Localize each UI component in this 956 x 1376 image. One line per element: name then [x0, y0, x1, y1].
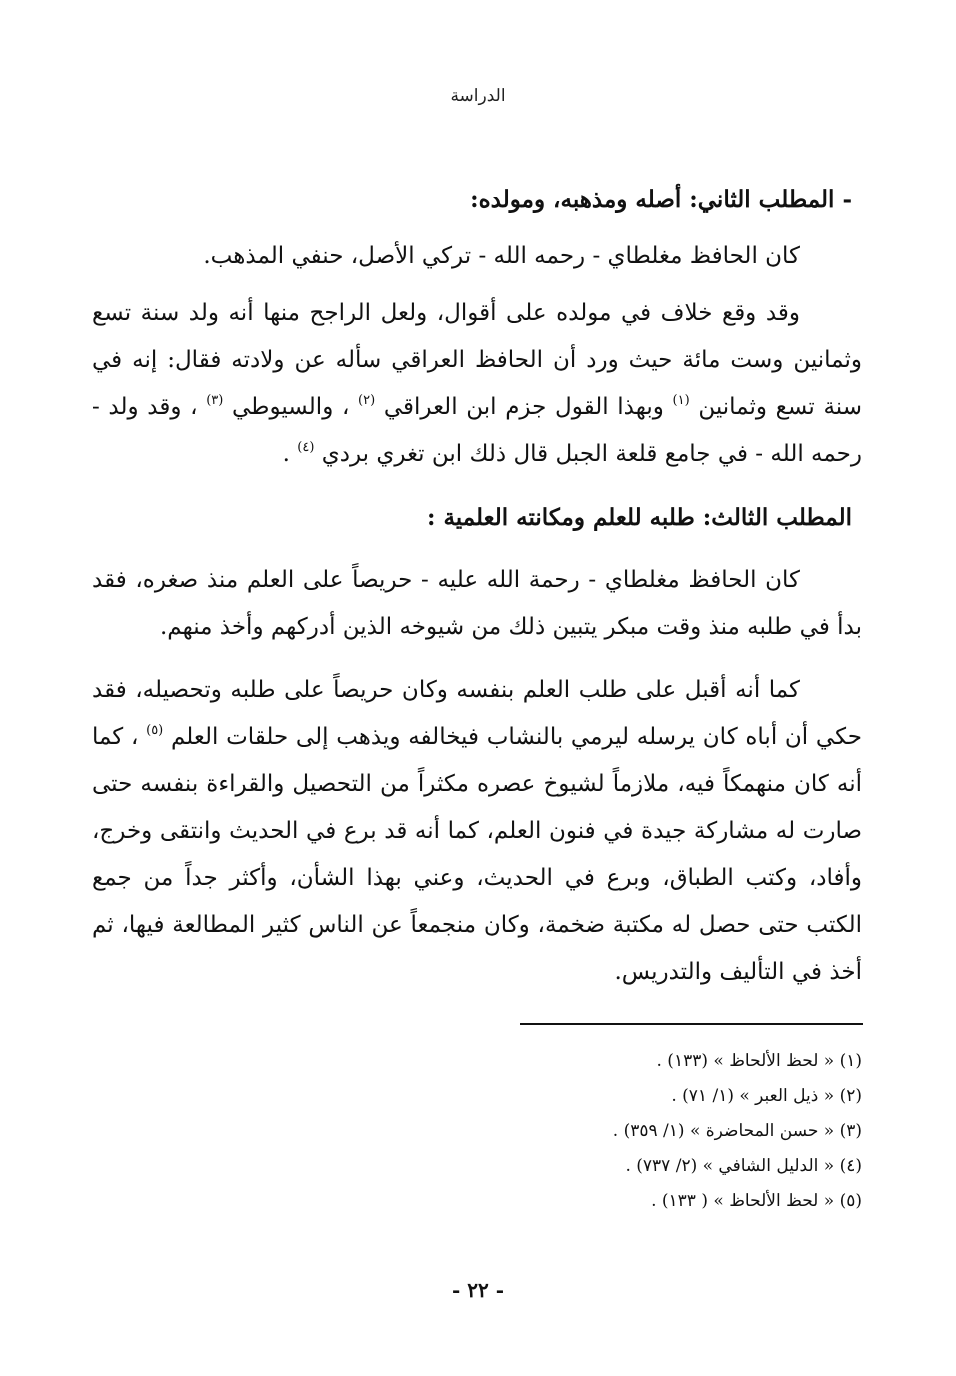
paragraph-birth-text-5: . [282, 441, 290, 467]
page-number: - ٢٢ - [451, 1278, 504, 1302]
footnote-5: (٥) « لحظ الألحاظ » ( ١٣٣) . [651, 1191, 862, 1211]
paragraph-birth-text-3: ، والسيوطي [231, 394, 350, 420]
paragraph-origin: كان الحافظ مغلطاي - رحمه الله - تركي الأصل، حنفي المذهب. [203, 243, 800, 269]
paragraph-study-text-2: ، كما أنه كان منهمكاً فيه، ملازماً لشيوخ عصره مكثراً من التحصيل والقراءة بنفسه حتى صارت له مشاركة جيدة في فنون العلم، كما أنه قد برع في الحديث وانتقى وخرج، وأفاد، وكتب الطباق، وبرع في الحديث، وعني بهذا الشأن، وأكثر جداً من جمع الكتب حتى حصل له مكتبة ضخمة، وكان منجمعاً عن الناس كثير المطالعة فيها، ثم أخذ في التأليف والتدريس. [92, 724, 862, 985]
footnote-ref-1: (١) [672, 393, 690, 408]
paragraph-study-intro: كان الحافظ مغلطاي - رحمة الله عليه - حريصاً على العلم منذ صغره، فقد بدأ في طلبه منذ وقت مبكر يتبين ذلك من شيوخه الذين أدركهم وأخذ منهم. [92, 567, 862, 640]
paragraph-birth [92, 290, 862, 478]
section-heading-origin: - المطلب الثاني: أصله ومذهبه، ومولده: [470, 186, 852, 213]
main-text [92, 176, 862, 996]
footnote-3: (٣) « حسن المحاضرة » (١/ ٣٥٩) . [612, 1121, 862, 1141]
paragraph-birth-text-1: وقد وقع خلاف في مولده على أقوال، ولعل الراجح منها أنه ولد سنة تسع وثمانين وست مائة حيث ورد أن الحافظ العراقي سأله عن ولادته فقال: إنه في سنة تسع وثمانين [92, 300, 862, 420]
footnote-ref-3: (٣) [206, 393, 224, 408]
footnote-2: (٢) « ذيل العبر » (١/ ٧١) . [671, 1086, 862, 1106]
paragraph-birth-text-4: ، وقد ولد - رحمه الله - في جامع قلعة الجبل قال ذلك ابن تغري بردي [92, 394, 862, 467]
paragraph-birth-text-2: وبهذا القول جزم ابن العراقي [383, 394, 664, 420]
paragraph-study-detail [92, 667, 862, 996]
paragraph-study-text-1: كما أنه أقبل على طلب العلم بنفسه وكان حريصاً على طلبه وتحصيله، فقد حكي أن أباه كان يرسله ليرمي بالنشاب فيخالفه ويذهب إلى حلقات العلم [92, 677, 862, 750]
footnote-1: (١) « لحظ الألحاظ » (١٣٣) . [656, 1051, 862, 1071]
footnotes [92, 1044, 862, 1219]
footnote-ref-2: (٢) [358, 393, 376, 408]
footnote-ref-5: (٥) [146, 723, 164, 738]
footnote-4: (٤) « الدليل الشافي » (٢/ ٧٣٧) . [625, 1156, 862, 1176]
running-head: الدراسة [450, 86, 506, 106]
footnote-ref-4: (٤) [297, 440, 315, 455]
footnote-separator [520, 1023, 863, 1025]
section-heading-study: المطلب الثالث: طلبه للعلم ومكانته العلمية : [426, 504, 852, 531]
